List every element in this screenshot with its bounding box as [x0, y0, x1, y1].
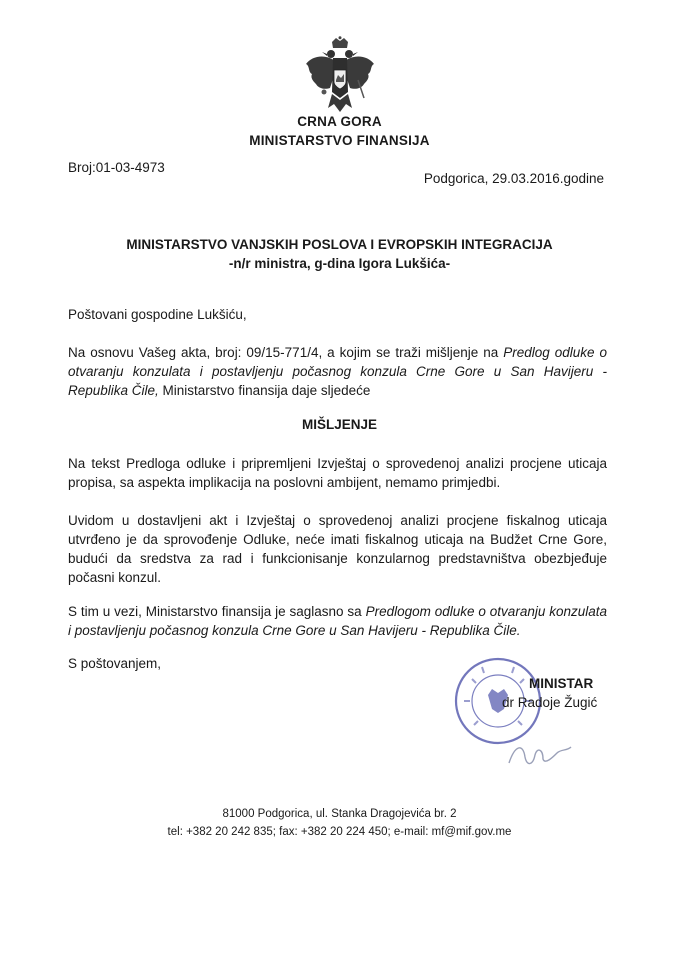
- paragraph-1: [68, 343, 607, 400]
- paragraph-2: Na tekst Predloga odluke i pripremljeni Izvještaj o sprovedenoj analizi procjene uticaja propisa, sa aspekta implikacija na poslovni ambijent, nemamo primjedbi.: [68, 456, 607, 490]
- closing: S poštovanjem,: [68, 656, 162, 671]
- paragraph-1-a: Na osnovu Vašeg akta, broj: 09/15-771/4, a kojim se traži mišljenje na: [68, 345, 504, 360]
- header-ministry: MINISTARSTVO FINANSIJA: [249, 133, 430, 148]
- signer-name: dr Radoje Žugić: [502, 695, 598, 710]
- place-date: Podgorica, 29.03.2016.godine: [423, 171, 604, 186]
- paragraph-4: [68, 602, 607, 640]
- paragraph-1-italic: Predlog odluke o otvaranju konzulata i postavljenju počasnog konzula Crne Gore u San Havijeru - Republika Čile,: [68, 345, 607, 398]
- opinion-heading: MIŠLJENJE: [301, 417, 378, 432]
- footer-address: 81000 Podgorica, ul. Stanka Dragojevića br. 2: [222, 808, 457, 820]
- paragraph-1-c: Ministarstvo finansija daje sljedeće: [158, 383, 371, 398]
- recipient-line-1: MINISTARSTVO VANJSKIH POSLOVA I EVROPSKIH INTEGRACIJA: [126, 237, 553, 252]
- footer-contact: tel: +382 20 242 835; fax: +382 20 224 450; e-mail: mf@mif.gov.me: [167, 826, 512, 838]
- salutation: Poštovani gospodine Lukšiću,: [68, 307, 247, 322]
- paragraph-4-italic: Predlogom odluke o otvaranju konzulata i postavljenju počasnog konzula Crne Gore u San Havijeru - Republika Čile.: [68, 604, 608, 638]
- reference-number: Broj:01-03-4973: [68, 160, 165, 175]
- header-country: CRNA GORA: [297, 114, 382, 129]
- handwritten-signature-icon: [505, 735, 575, 775]
- paragraph-3: Uvidom u dostavljeni akt i Izvještaj o sprovedenoj analizi procjene fiskalnog uticaja utvrđeno je da sprovođenje Odluke, neće imati fiskalnog uticaja na Budžet Crne Gore, budući da sredstva za rad i funkcionisanje konzularnog predstavništva obezbjeđuje počasni konzul.: [68, 513, 607, 585]
- recipient-line-2: -n/r ministra, g-dina Igora Lukšića-: [228, 256, 451, 271]
- paragraph-4-a: S tim u vezi, Ministarstvo finansija je saglasno sa: [68, 604, 366, 619]
- signer-title: MINISTAR: [529, 676, 594, 691]
- coat-of-arms-icon: [304, 36, 376, 116]
